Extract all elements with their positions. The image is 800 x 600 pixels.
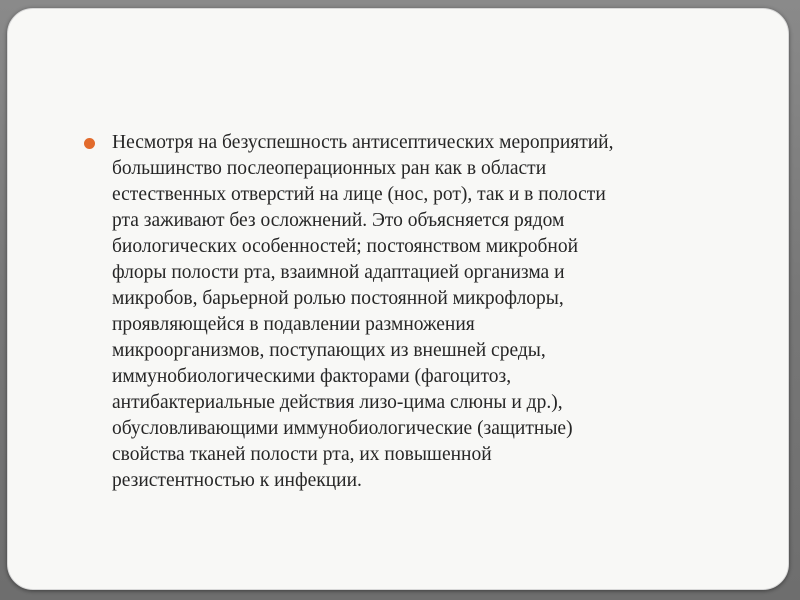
bullet-text: Несмотря на безуспешность антисептических мероприятий, большинство послеоперационных ран как в области естественных отверстий на лице (нос, рот), так и в полости рта заживают без осложнений. Это объясняется рядом биологических особенностей; постоянством микробной флоры полости рта, взаимной адаптацией организма и микробов, барьерной ролью постоянной микрофлоры, проявляющейся в подавлении размножения микроорганизмов, поступающих из внешней среды, иммунобиологическими факторами (фагоцитоз, антибактериальные действия лизо-цима слюны и др.), обусловливающими иммунобиологические (защитные) свойства тканей полости рта, их повышенной резистентностью к инфекции.: [112, 132, 614, 491]
slide-content: [82, 130, 722, 494]
bullet-item: [82, 130, 722, 494]
bullet-dot-icon: [84, 138, 95, 149]
